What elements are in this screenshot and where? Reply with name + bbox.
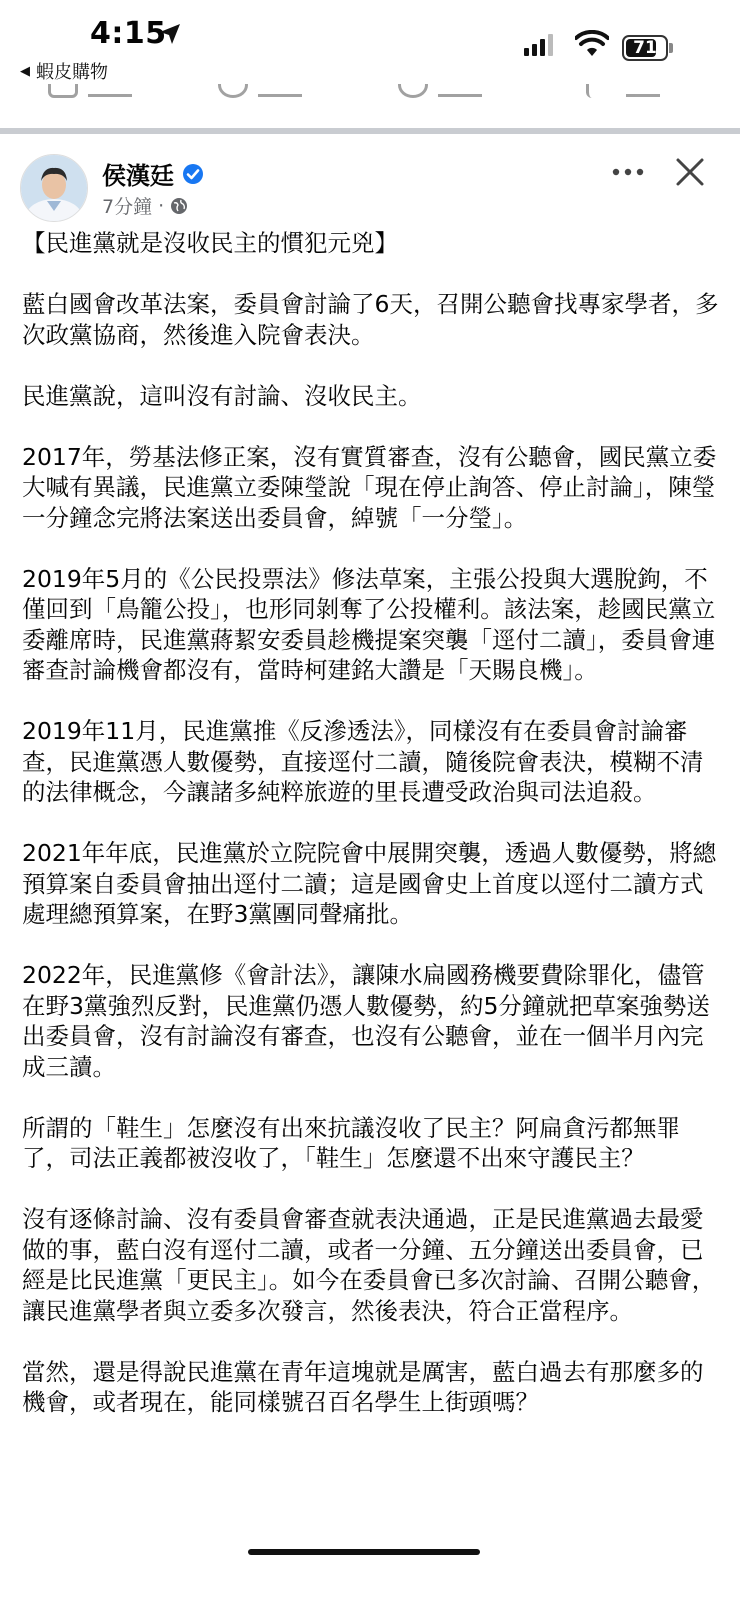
back-app-label: 蝦皮購物 <box>36 62 108 83</box>
post-paragraph: 所謂的「鞋生」怎麼沒有出來抗議沒收了民主？阿扁貪污都無罪了，司法正義都被沒收了，「鞋生」怎麼還不出來守護民主？ <box>22 1113 680 1172</box>
post-paragraph: 2019年5月的《公民投票法》修法草案，主張公投與大選脫鉤，不僅回到「鳥籠公投」，也形同剝奪了公投權利。該法案，趁國民黨立委離席時，民進黨蔣絜安委員趁機提案突襲「逕付二讀」，委員會連審查討論機會都沒有，當時柯建銘大讚是「天賜良機」。 <box>22 564 716 684</box>
signal-icon <box>524 34 553 56</box>
post-paragraph: 2019年11月，民進黨推《反滲透法》，同樣沒有在委員會討論審查，民進黨憑人數優勢，直接逕付二讀，隨後院會表決，模糊不清的法律概念，今讓諸多純粹旅遊的里長遭受政治與司法追殺。 <box>22 717 704 806</box>
post-paragraph: 民進黨說，這叫沒有討論、沒收民主。 <box>22 381 422 410</box>
close-icon[interactable] <box>670 152 710 192</box>
post-paragraph: 沒有逐條討論、沒有委員會審查就表決通過，正是民進黨過去最愛做的事，藍白沒有逕付二讀，或者一分鐘、五分鐘送出委員會，已經是比民進黨「更民主」。如今在委員會已多次討論、召開公聽會，讓民進黨學者與立委多次發言，然後表決，符合正當程序。 <box>22 1205 716 1325</box>
wifi-icon <box>575 30 609 58</box>
status-bar <box>0 0 740 90</box>
post-paragraph: 藍白國會改革法案，委員會討論了6天，召開公聽會找專家學者，多次政黨協商，然後進入院會表決。 <box>22 290 719 349</box>
meta-separator: · <box>158 194 165 217</box>
location-arrow-icon <box>158 22 182 46</box>
more-icon[interactable] <box>606 154 650 190</box>
post-meta <box>102 192 188 219</box>
author-name[interactable]: 侯漢廷 <box>102 162 174 190</box>
battery-level: 71 <box>633 38 657 58</box>
verified-icon <box>182 163 204 185</box>
avatar[interactable] <box>20 154 88 222</box>
battery-icon <box>622 35 668 61</box>
globe-icon <box>170 197 188 215</box>
post-paragraph: 當然，還是得說民進黨在青年這塊就是厲害，藍白過去有那麼多的機會，或者現在，能同樣號召百名學生上街頭嗎？ <box>22 1357 704 1416</box>
post-paragraph: 【民進黨就是沒收民主的慣犯元兇】 <box>22 229 398 257</box>
post-author[interactable] <box>102 156 204 191</box>
back-to-app-link[interactable] <box>20 58 108 84</box>
home-indicator[interactable] <box>248 1549 480 1555</box>
back-arrow-icon: ◀ <box>20 63 30 79</box>
post-body <box>22 228 722 1448</box>
post-paragraph: 2021年年底，民進黨於立院院會中展開突襲，透過人數優勢，將總預算案自委員會抽出逕付二讀；這是國會史上首度以逕付二讀方式處理總預算案，在野3黨團同聲痛批。 <box>22 839 717 928</box>
post-paragraph: 2022年，民進黨修《會計法》，讓陳水扁國務機要費除罪化，儘管在野3黨強烈反對，民進黨仍憑人數優勢，約5分鐘就把草案強勢送出委員會，沒有討論沒有審查，也沒有公聽會，並在一個半月內完成三讀。 <box>22 961 710 1081</box>
post-timestamp[interactable]: 7分鐘 <box>102 196 153 218</box>
status-time: 4:15 <box>90 16 167 51</box>
previous-post-actions <box>0 84 740 106</box>
post-paragraph: 2017年，勞基法修正案，沒有實質審查，沒有公聽會，國民黨立委大喊有異議，民進黨立委陳瑩說「現在停止詢答、停止討論」，陳瑩一分鐘念完將法案送出委員會，綽號「一分瑩」。 <box>22 442 717 532</box>
